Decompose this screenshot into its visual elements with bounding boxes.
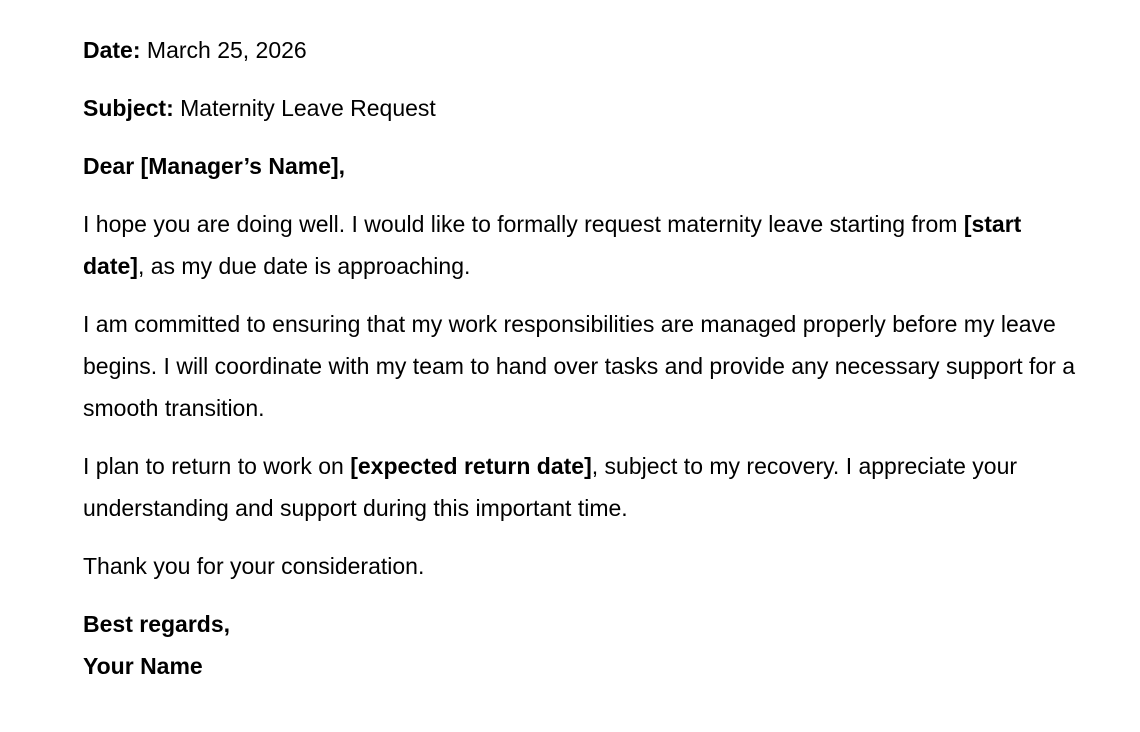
- paragraph-3: [83, 445, 1083, 529]
- letter-document: [83, 29, 1083, 687]
- salutation-text: Dear [Manager’s Name],: [83, 153, 346, 179]
- paragraph-1: [83, 203, 1083, 287]
- paragraph-4: Thank you for your consideration.: [83, 553, 425, 579]
- salutation: [83, 145, 1083, 187]
- date-label: Date:: [83, 37, 141, 63]
- closing: [83, 603, 1083, 645]
- signature: [83, 645, 1083, 687]
- paragraph-2: I am committed to ensuring that my work responsibilities are managed properly before my leave begins. I will coordinate with my team to hand over tasks and provide any necessary support for a smooth transition.: [83, 311, 1076, 421]
- p1-text-c: , as my due date is approaching.: [137, 253, 471, 279]
- date-value: March 25, 2026: [140, 37, 307, 63]
- start-date-placeholder: [start date]: [83, 211, 1022, 279]
- date-line: [83, 29, 1083, 71]
- signature-text: Your Name: [83, 653, 203, 679]
- return-date-placeholder: [expected return date]: [350, 453, 592, 479]
- p1-text-a: I hope you are doing well. I would like to formally request maternity leave starting from: [83, 211, 964, 237]
- subject-line: [83, 87, 1083, 129]
- subject-value: Maternity Leave Request: [173, 95, 436, 121]
- p3-text-a: I plan to return to work on: [83, 453, 351, 479]
- subject-label: Subject:: [83, 95, 174, 121]
- p3-text-c: , subject to my recovery. I appreciate your understanding and support during this important time.: [83, 453, 1018, 521]
- closing-text: Best regards,: [83, 611, 231, 637]
